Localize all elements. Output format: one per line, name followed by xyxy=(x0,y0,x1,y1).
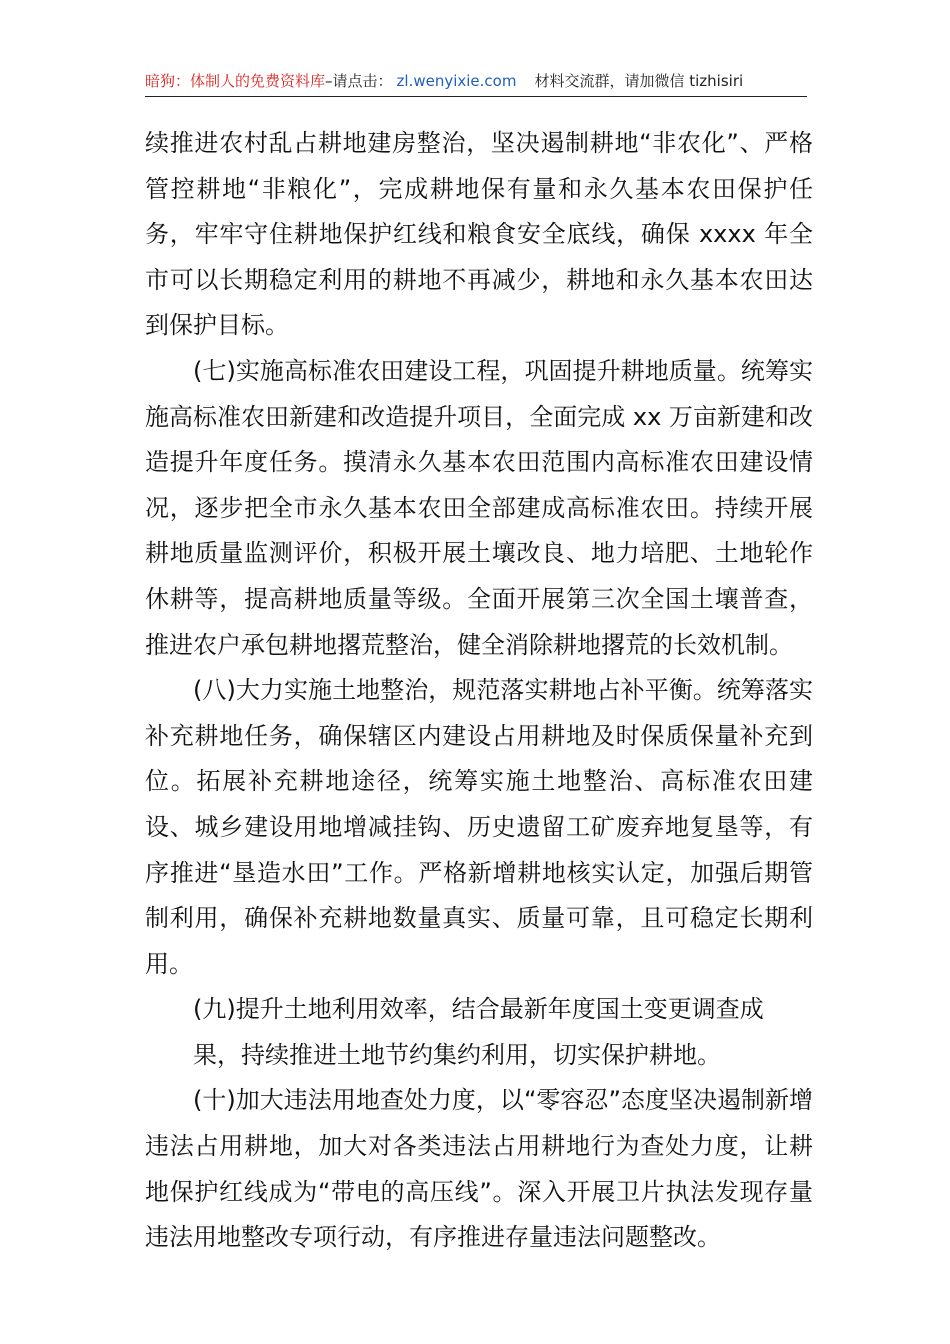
paragraph-8: (八)大力实施土地整治，规范落实耕地占补平衡。统筹落实补充耕地任务，确保辖区内建设占用耕地及时保质保量补充到位。拓展补充耕地途径，统筹实施土地整治、高标准农田建设、城乡建设用地增减挂钩、历史遗留工矿废弃地复垦等，有序推进“垦造水田”工作。严格新增耕地核实认定，加强后期管制利用，确保补充耕地数量真实、质量可靠，且可稳定长期利用。 xyxy=(145,676,813,978)
paragraph-10: (十)加大违法用地查处力度，以“零容忍”态度坚决遏制新增违法占用耕地，加大对各类违法占用耕地行为查处力度，让耕地保护红线成为“带电的高压线”。深入开展卫片执法发现存量违法用地整改专项行动，有序推进存量违法问题整改。 xyxy=(145,1086,813,1252)
paragraph-7: (七)实施高标准农田建设工程，巩固提升耕地质量。统筹实施高标准农田新建和改造提升项目，全面完成 xx 万亩新建和改造提升年度任务。摸清永久基本农田范围内高标准农田建设情况，逐步把全市永久基本农田全部建成高标准农田。持续开展耕地质量监测评价，积极开展土壤改良、地力培肥、土地轮作休耕等，提高耕地质量等级。全面开展第三次全国土壤普查，推进农户承包耕地撂荒整治，健全消除耕地撂荒的长效机制。 xyxy=(145,356,813,659)
page-header xyxy=(145,68,807,97)
header-note: 材料交流群，请加微信 tizhisiri xyxy=(534,72,744,90)
paragraph-continued: 续推进农村乱占耕地建房整治，坚决遏制耕地“非农化”、严格管控耕地“非粮化”，完成耕地保有量和永久基本农田保护任务，牢牢守住耕地保护红线和粮食安全底线，确保 xxxx 年全市可以长期稳定利用的耕地不再减少，耕地和永久基本农田达到保护目标。 xyxy=(145,129,813,340)
document-body xyxy=(145,121,813,1261)
header-prompt: –请点击： xyxy=(325,72,393,90)
header-brand: 暗狗：体制人的免费资料库 xyxy=(145,72,326,90)
paragraph-9-line-2: 果，持续推进土地节约集约利用，切实保护耕地。 xyxy=(193,1040,721,1069)
paragraph-9-line-1: (九)提升土地利用效率，结合最新年度国土变更调查成 xyxy=(193,995,764,1024)
header-link[interactable]: zl.wenyixie.com xyxy=(396,72,517,90)
